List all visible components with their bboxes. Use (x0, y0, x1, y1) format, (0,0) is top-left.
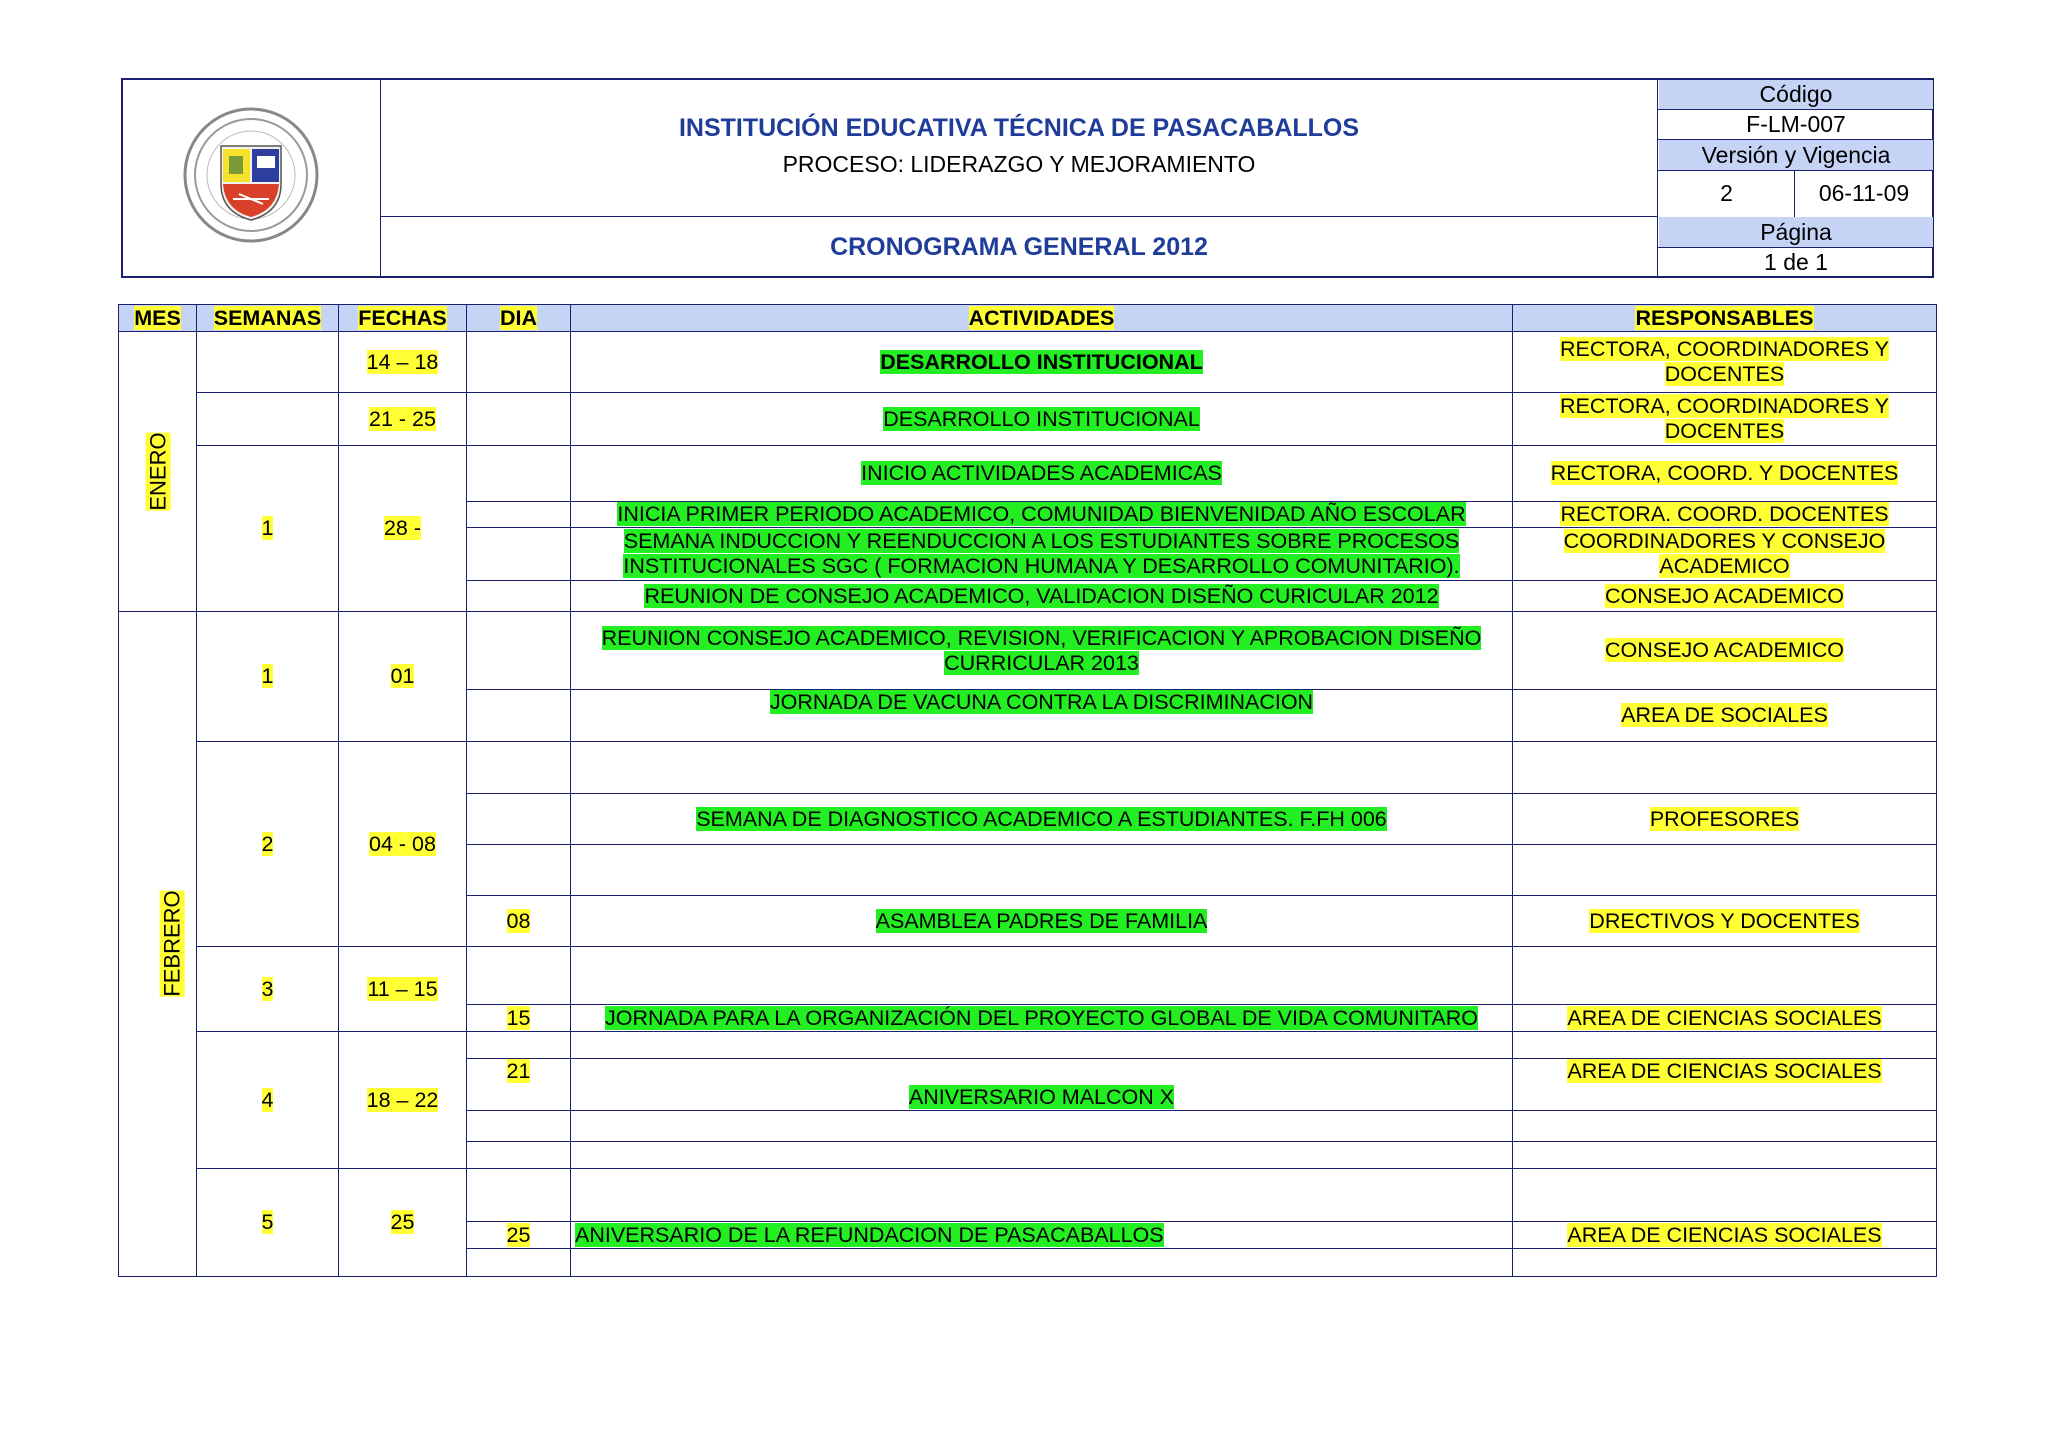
institution-name: INSTITUCIÓN EDUCATIVA TÉCNICA DE PASACABALLOS (678, 113, 1360, 142)
process-name: PROCESO: LIDERAZGO Y MEJORAMIENTO (782, 150, 1256, 177)
table-row: JORNADA DE VACUNA CONTRA LA DISCRIMINACION AREA DE SOCIALES (119, 690, 1937, 742)
pagina-label: Página (1659, 217, 1933, 247)
table-row: 08 ASAMBLEA PADRES DE FAMILIA DRECTIVOS Y DOCENTES (119, 896, 1937, 947)
column-header-dia: DIA (467, 305, 571, 332)
version-label: Versión y Vigencia (1659, 140, 1933, 170)
table-row: REUNION DE CONSEJO ACADEMICO, VALIDACION DISEÑO CURICULAR 2012 CONSEJO ACADEMICO (119, 581, 1937, 612)
month-cell-febrero: FEBRERO (119, 612, 197, 1277)
column-header-actividades: ACTIVIDADES (571, 305, 1513, 332)
table-row: SEMANA DE DIAGNOSTICO ACADEMICO A ESTUDIANTES. F.FH 006 PROFESORES (119, 794, 1937, 845)
table-row: 21 ANIVERSARIO MALCON X AREA DE CIENCIAS SOCIALES (119, 1059, 1937, 1111)
pagina-value: 1 de 1 (1764, 248, 1828, 275)
table-row: SEMANA INDUCCION Y REENDUCCION A LOS ESTUDIANTES SOBRE PROCESOS INSTITUCIONALES SGC ( FORMACION HUMANA Y DESARROLLO COMUNITARIO). COORDINADORES Y CONSEJO ACADEMICO (119, 528, 1937, 581)
codigo-value: F-LM-007 (1746, 111, 1846, 137)
institution-seal-logo (183, 104, 319, 246)
table-row: 1 28 - INICIO ACTIVIDADES ACADEMICAS RECTORA, COORD. Y DOCENTES (119, 446, 1937, 502)
table-row: 25 ANIVERSARIO DE LA REFUNDACION DE PASACABALLOS AREA DE CIENCIAS SOCIALES (119, 1222, 1937, 1249)
codigo-label: Código (1659, 80, 1933, 109)
column-header-responsables: RESPONSABLES (1513, 305, 1937, 332)
vigencia-value: 06-11-09 (1818, 180, 1910, 206)
schedule-table (118, 304, 1937, 1277)
document-title: CRONOGRAMA GENERAL 2012 (830, 232, 1208, 261)
table-row: 3 11 – 15 (119, 947, 1937, 1005)
column-header-mes: MES (119, 305, 197, 332)
table-row: 2 04 - 08 (119, 742, 1937, 794)
table-row: INICIA PRIMER PERIODO ACADEMICO, COMUNIDAD BIENVENIDAD AÑO ESCOLAR RECTORA. COORD. DOCENTES (119, 502, 1937, 528)
column-header-semanas: SEMANAS (197, 305, 339, 332)
table-row: FEBRERO 1 01 REUNION CONSEJO ACADEMICO, REVISION, VERIFICACION Y APROBACION DISEÑO CURRICULAR 2013 CONSEJO ACADEMICO (119, 612, 1937, 690)
table-row: 4 18 – 22 (119, 1032, 1937, 1059)
table-header-row (119, 305, 1937, 332)
table-row: ENERO 14 – 18 DESARROLLO INSTITUCIONAL RECTORA, COORDINADORES Y DOCENTES (119, 332, 1937, 393)
version-value: 2 (1720, 180, 1733, 206)
table-row: 21 - 25 DESARROLLO INSTITUCIONAL RECTORA, COORDINADORES Y DOCENTES (119, 393, 1937, 446)
month-cell-enero: ENERO (119, 332, 197, 612)
column-header-fechas: FECHAS (339, 305, 467, 332)
table-row: 5 25 (119, 1169, 1937, 1222)
table-row: 15 JORNADA PARA LA ORGANIZACIÓN DEL PROYECTO GLOBAL DE VIDA COMUNITARO AREA DE CIENCIAS SOCIALES (119, 1005, 1937, 1032)
